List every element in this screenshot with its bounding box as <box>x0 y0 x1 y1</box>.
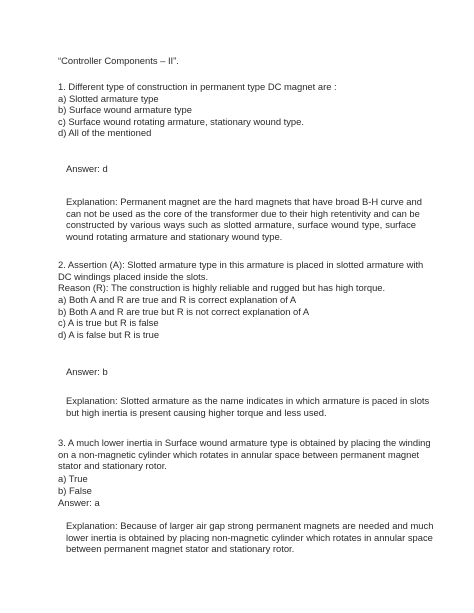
q2-option-a: a) Both A and R are true and R is correct explanation of A <box>58 294 297 305</box>
q3-explanation <box>66 520 434 555</box>
q2-explanation-line: Explanation: Slotted armature as the name indicates in which armature is paced in slots <box>66 395 430 406</box>
q2-option-b: b) Both A and R are true but R is not correct explanation of A <box>58 306 310 317</box>
q2-question <box>58 259 424 282</box>
q1-option-c: c) Surface wound rotating armature, stationary wound type. <box>58 116 304 127</box>
q3-option-b: b) False <box>58 485 92 496</box>
q3-explanation-line: Explanation: Because of larger air gap strong permanent magnets are needed and much <box>66 520 434 531</box>
q2-option-d: d) A is false but R is true <box>58 329 160 340</box>
q2-reason: Reason (R): The construction is highly reliable and rugged but has high torque. <box>58 282 386 293</box>
q2-question-line: 2. Assertion (A): Slotted armature type in this armature is placed in slotted armature with <box>58 259 424 270</box>
q3-answer: Answer: a <box>58 497 100 508</box>
q1-explanation-line: can not be used as the core of the transformer due to their high retentivity and can be <box>66 207 420 219</box>
q2-explanation-line: but high inertia is present causing higher torque and less used. <box>66 406 327 418</box>
q2-question-line: DC windings placed inside the slots. <box>58 270 209 282</box>
q1-question: 1. Different type of construction in permanent type DC magnet are : <box>58 81 337 92</box>
q1-explanation-line: wound rotating armature and stationary wound type. <box>66 230 283 242</box>
q3-question-line: 3. A much lower inertia in Surface wound armature type is obtained by placing the winding <box>58 437 431 448</box>
q1-option-b: b) Surface wound armature type <box>58 104 192 115</box>
q2-answer: Answer: b <box>66 366 108 377</box>
q1-option-a: a) Slotted armature type <box>58 93 159 104</box>
q3-explanation-line: lower inertia is obtained by placing non-magnetic cylinder which rotates in annular space <box>66 531 433 543</box>
q1-explanation-line: constructed by various ways such as slotted armature, surface wound type, surface <box>66 219 416 231</box>
q2-explanation <box>66 395 430 418</box>
q1-explanation <box>66 196 422 242</box>
q3-question-line: on a non-magnetic cylinder which rotates in annular space between permanent magnet <box>58 448 420 460</box>
q1-explanation-line: Explanation: Permanent magnet are the hard magnets that have broad B-H curve and <box>66 196 422 207</box>
q2-option-c: c) A is true but R is false <box>58 317 159 328</box>
q3-option-a: a) True <box>58 473 88 484</box>
q3-explanation-line: between permanent magnet stator and stationary rotor. <box>66 543 295 555</box>
q1-answer: Answer: d <box>66 163 108 174</box>
q1-option-d: d) All of the mentioned <box>58 127 152 138</box>
q3-question-line: stator and stationary rotor. <box>58 460 167 472</box>
q3-question <box>58 437 431 472</box>
document-title: “Controller Components – II”. <box>58 55 179 66</box>
